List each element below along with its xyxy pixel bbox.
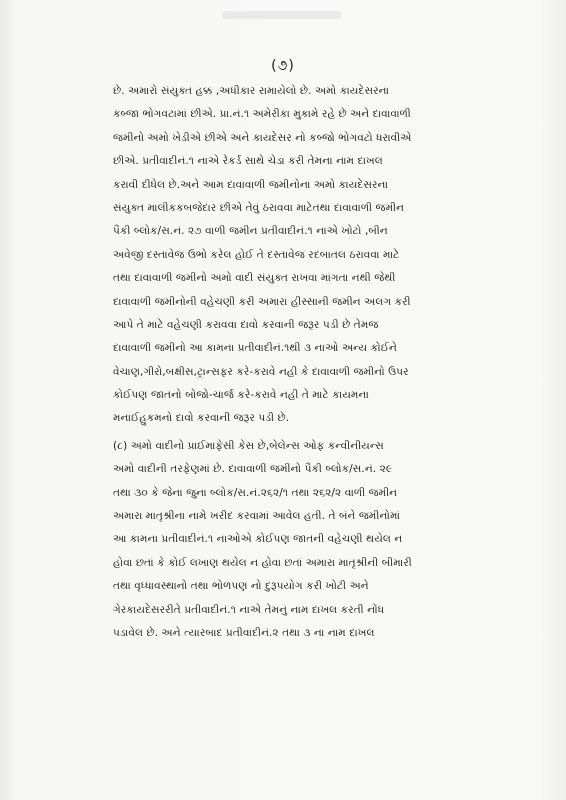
text-line: કરાવી દીધેલ છે.અને આમ દાવાવાળી જમીનોના અમો કાયદેસરના — [113, 178, 389, 191]
text-line: તથા ૩૦ કે જેના જુના બ્લોક/સ.નં.૨૬૨/૧ તથા ૨૬૨/૨ વાળી જમીન — [113, 486, 398, 499]
body-text — [113, 80, 458, 645]
paragraph-8-start: (૮) અમો વાદીનો પ્રાઈમાફેસી કેસ છે,બેલેન્સ ઓફ કન્વીનીયન્સ — [113, 439, 384, 452]
text-line: સંયુક્ત માલીકકબજેદાર છીએ તેવું ઠરાવવા માટેતથા દાવાવાળી જમીન — [113, 201, 405, 214]
text-line: ગેરકાયદેસરરીતે પ્રતીવાદીનં.૧ નાએ તેમનું નામ દાખલ કરતી નોંધ — [113, 603, 385, 616]
text-line: મનાઈહુકમનો દાવો કરવાની જરૂર પડી છે. — [113, 412, 290, 425]
text-line: આ કામના પ્રતીવાદીનં.૧ નાઓએ કોઈપણ જાતની વહેચણી થયેલ ન — [113, 533, 403, 546]
text-line: દાવાવાળી જમીનોની વહેચણી કરી અમારા હીસ્સાની જમીન અલગ કરી — [113, 295, 411, 308]
text-line: છીએ. પ્રતીવાદીનં.૧ નાએ રેકર્ડ સાથે ચેડા કરી તેમના નામ દાખલ — [113, 155, 383, 168]
page-number: (૭) — [271, 58, 295, 74]
text-line: દાવાવાળી જમીનો આ કામના પ્રતીવાદીનં.૧થી ૩ નાઓ અન્ય કોઈને — [113, 342, 397, 355]
text-line: કોઈપણ જાતનો બોજો-ચાર્જ કરે-કરાવે નહી તે માટે કાયમના — [113, 389, 369, 402]
text-line: છે. અમારો સંયુક્ત હક્ક ,અધીકાર રામાયેલો છે. અમો કાયદેસરના — [113, 85, 390, 97]
text-line: અમો વાદીની તરફેણમાં છે. દાવાવાળી જમીનો પૈકી બ્લોક/સ.નં. ૨૯ — [113, 463, 393, 476]
text-line: અવેજી દસ્તાવેજ ઉભો કરેલ હોઈ તે દસ્તાવેજ રદબાતલ ઠરાવવા માટે — [113, 248, 400, 261]
text-line: વેચાણ,ગીરો,બક્ષીસ,ટ્રાન્સફર કરે-કરાવે નહી કે દાવાવાળી જમીનો ઉપર — [113, 365, 409, 378]
text-line: પડાવેલ છે. અને ત્યારબાદ પ્રતીવાદીનં.૨ તથા ૩ ના નામ દાખલ — [113, 626, 375, 639]
text-line: હોવા છતાં કે કોઈ લખાણ થયેલ ન હોવા છતાં અમારા માતૃશ્રીની બીમારી — [113, 556, 412, 569]
scan-smudge — [222, 11, 342, 19]
text-line: અમારા માતૃશ્રીના નામે ખરીદ કરવામાં આવેલ હતી. તે બંને જમીનોમાં — [113, 510, 401, 523]
text-line: પૈકી બ્લોક/સ.નં. ૨૭ વાળી જમીન પ્રતીવાદીનં.૧ નાએ ખોટો ,બીન — [113, 225, 388, 238]
text-line: કબ્જા ભોગવટામાં છીએ. પ્રા.નં.૧ અમેરીકા મુકામે રહે છે અને દાવાવાળી — [113, 108, 411, 121]
text-line: આપે તે માટે વહેચણી કરાવવા દાવો કરવાની જરૂર પડી છે તેમજ — [113, 318, 379, 331]
text-line: જમીનો અમો ખેડીએ છીએ અને કાયદેસર નો કબ્જો ભોગવટો ધરાવીએ — [113, 131, 412, 144]
text-line: તથા દાવાવાળી જમીનો અમો વાદી સંયુક્ત રાખવા માંગતા નથી જેથી — [113, 272, 396, 285]
text-line: તથા વૃધ્ધાવસ્થાનો તથા ભોળપણ નો દુરૂપયોગ કરી ખોટી અને — [113, 580, 369, 593]
